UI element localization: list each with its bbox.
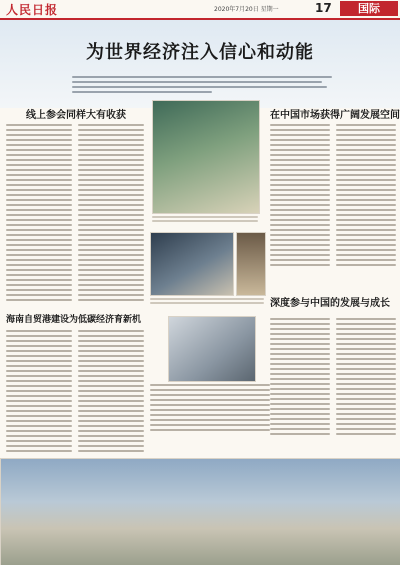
article-3-text-col2 <box>336 124 396 269</box>
article-4-title: 深度参与中国的发展与成长 <box>270 298 390 309</box>
article-2-text-col3 <box>150 384 270 434</box>
photo-2-caption <box>150 298 264 306</box>
article-2-text-col2 <box>78 330 144 455</box>
article-3-text <box>270 124 330 269</box>
article-2-text <box>6 330 72 455</box>
dateline: 2020年7月20日 星期一 <box>214 6 279 13</box>
article-3-title: 在中国市场获得广阔发展空间 <box>270 110 400 121</box>
photo-visitor <box>236 232 266 296</box>
article-4-text-col2 <box>336 318 396 438</box>
article-4-text <box>270 318 330 438</box>
photo-1-caption <box>152 216 258 224</box>
article-1-text-col2 <box>78 124 144 304</box>
section-label: 国际 <box>340 1 398 16</box>
page-headline: 为世界经济注入信心和动能 <box>86 42 314 63</box>
photo-lab <box>168 316 256 382</box>
article-1-title: 线上参会同样大有收获 <box>26 110 126 121</box>
photo-port-aerial <box>0 458 400 565</box>
headline-deck <box>72 76 332 96</box>
photo-exhibition <box>150 232 234 296</box>
photo-factory-workers <box>152 100 260 214</box>
article-1-text <box>6 124 72 304</box>
article-2-title: 海南自贸港建设为低碳经济育新机 <box>6 315 142 325</box>
page-number: 17 <box>315 1 332 15</box>
newspaper-logo: 人民日报 <box>6 3 59 17</box>
masthead <box>0 0 400 20</box>
